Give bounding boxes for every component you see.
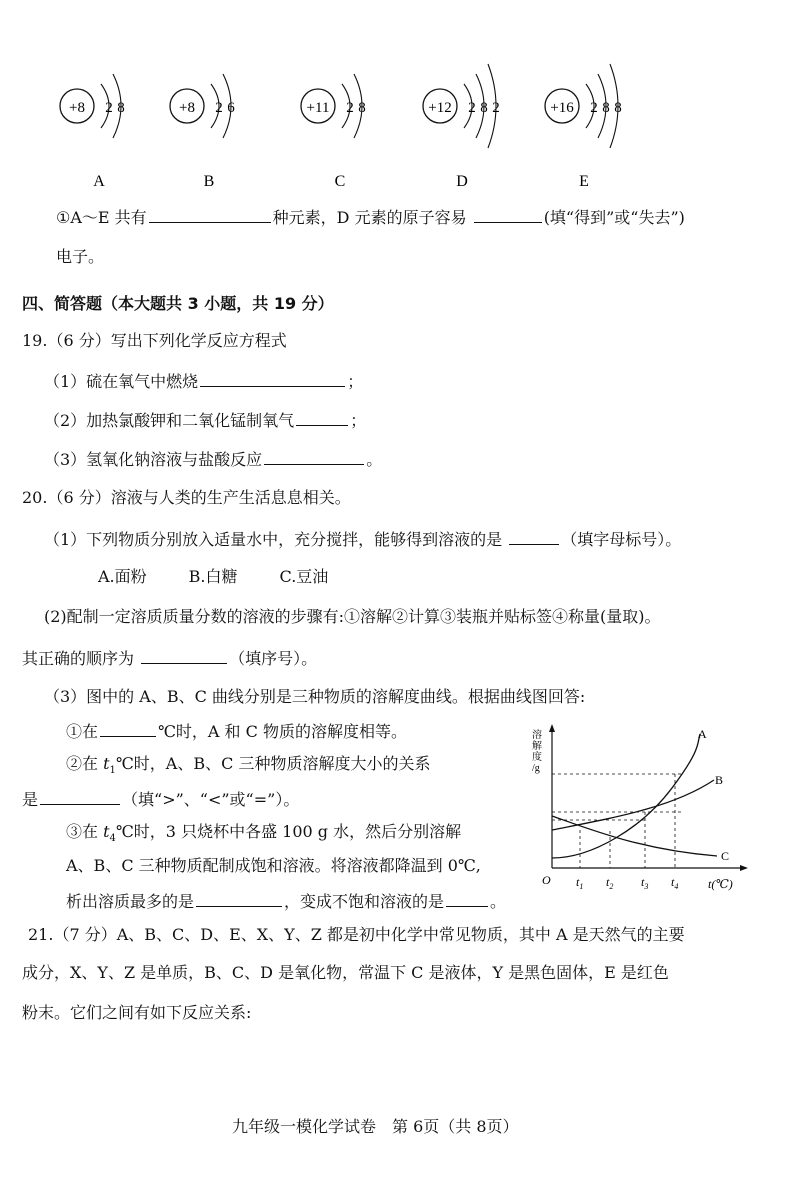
answer-blank[interactable] bbox=[509, 528, 559, 545]
nucleus-charge: +16 bbox=[550, 100, 574, 116]
x-tick-label: $t_2$ bbox=[606, 875, 614, 891]
answer-blank[interactable] bbox=[200, 370, 345, 387]
q19-item3: （3）氢氧化钠溶液与盐酸反应 。 bbox=[44, 450, 383, 469]
x-tick-label: $t_4$ bbox=[671, 875, 679, 891]
x-axis-arrow bbox=[740, 865, 748, 871]
q20-sub3-cont1: A、B、C 三种物质配制成饱和溶液。将溶液都降温到 0℃, bbox=[66, 856, 481, 875]
nucleus-charge: +8 bbox=[69, 100, 85, 116]
nucleus-charge: +11 bbox=[306, 100, 330, 116]
section-heading: 四、简答题（本大题共 3 小题，共 19 分） bbox=[22, 294, 334, 313]
q20-part2: (2)配制一定溶质质量分数的溶液的步骤有:①溶解②计算③装瓶并贴标签④称量(量取)。 bbox=[44, 607, 661, 626]
nucleus-charge: +8 bbox=[179, 100, 195, 116]
atom-D bbox=[423, 64, 500, 190]
curve-A bbox=[552, 734, 700, 858]
electron-count: 8 bbox=[117, 100, 125, 116]
curve-B-label: B bbox=[715, 773, 724, 787]
answer-blank[interactable] bbox=[141, 647, 227, 664]
q19-item1: （1）硫在氧气中燃烧 ； bbox=[44, 372, 364, 391]
atoms-question-cont: 电子。 bbox=[56, 247, 105, 266]
electron-count: 8 bbox=[614, 100, 622, 116]
answer-blank[interactable] bbox=[474, 206, 542, 223]
electron-count: 8 bbox=[358, 100, 366, 116]
q20-part3: （3）图中的 A、B、C 曲线分别是三种物质的溶解度曲线。根据曲线图回答: bbox=[44, 687, 586, 706]
atom-label: C bbox=[334, 173, 346, 190]
electron-count: 2 bbox=[468, 100, 476, 116]
answer-blank[interactable] bbox=[264, 448, 364, 465]
answer-blank[interactable] bbox=[100, 720, 156, 737]
atom-C bbox=[301, 74, 366, 190]
solubility-chart bbox=[532, 718, 762, 898]
curve-A-label: A bbox=[698, 727, 707, 741]
nucleus-charge: +12 bbox=[428, 100, 452, 116]
q20-part2-cont: 其正确的顺序为 （填序号）。 bbox=[22, 649, 318, 668]
electron-count: 8 bbox=[602, 100, 610, 116]
answer-blank[interactable] bbox=[196, 890, 282, 907]
q21-line1: 21.（7 分）A、B、C、D、E、X、Y、Z 都是初中化学中常见物质，其中 A 是天然气的主要 bbox=[28, 925, 685, 944]
x-axis-label: t(℃) bbox=[708, 877, 733, 891]
q20-sub1: ①在 ℃时，A 和 C 物质的溶解度相等。 bbox=[66, 722, 407, 741]
atom-label: E bbox=[579, 173, 589, 190]
q20-part1: （1）下列物质分别放入适量水中，充分搅拌，能够得到溶液的是 （填字母标号）。 bbox=[44, 530, 682, 549]
atom-E bbox=[545, 64, 622, 190]
x-tick-label: $t_1$ bbox=[576, 875, 584, 891]
curve-C-label: C bbox=[721, 849, 730, 863]
electron-count: 2 bbox=[105, 100, 113, 116]
y-axis-arrow bbox=[549, 724, 555, 732]
curve-C bbox=[552, 816, 717, 856]
q21-line3: 粉末。它们之间有如下反应关系: bbox=[22, 1003, 252, 1022]
electron-count: 2 bbox=[215, 100, 223, 116]
q20-sub2: ②在 $t_1℃$时，A、B、C 三种物质溶解度大小的关系 bbox=[66, 754, 431, 777]
curve-B bbox=[552, 780, 714, 830]
atom-B bbox=[170, 74, 235, 190]
origin-label: O bbox=[542, 873, 551, 887]
atom-label: A bbox=[93, 173, 105, 190]
q20-options: A.面粉 B.白糖 C.豆油 bbox=[98, 567, 329, 586]
atom-diagrams bbox=[50, 40, 670, 200]
q20-stem: 20.（6 分）溶液与人类的生产生活息息相关。 bbox=[22, 488, 351, 507]
q19-stem: 19.（6 分）写出下列化学反应方程式 bbox=[22, 331, 287, 350]
electron-count: 8 bbox=[480, 100, 488, 116]
q21-line2: 成分，X、Y、Z 是单质，B、C、D 是氧化物，常温下 C 是液体，Y 是黑色固体，E 是红色 bbox=[22, 963, 669, 982]
page-footer: 九年级一模化学试卷 第 6页（共 8页） bbox=[232, 1117, 519, 1136]
x-tick-label: $t_3$ bbox=[641, 875, 649, 891]
answer-blank[interactable] bbox=[446, 890, 488, 907]
q20-sub3-cont2: 析出溶质最多的是 ，变成不饱和溶液的是 。 bbox=[66, 892, 507, 911]
atom-label: D bbox=[456, 173, 468, 190]
q20-sub2-cont: 是 （填“>”、“<”或“=”）。 bbox=[22, 790, 300, 809]
answer-blank[interactable] bbox=[40, 788, 120, 805]
atom-label: B bbox=[203, 173, 215, 190]
answer-blank[interactable] bbox=[149, 206, 271, 223]
electron-count: 2 bbox=[492, 100, 500, 116]
q19-item2: （2）加热氯酸钾和二氧化锰制氧气 ； bbox=[44, 411, 367, 430]
atom-A bbox=[60, 74, 125, 190]
electron-count: 2 bbox=[590, 100, 598, 116]
atoms-question: ①A～E 共有 种元素，D 元素的原子容易 (填“得到”或“失去”) bbox=[56, 208, 685, 227]
electron-count: 2 bbox=[346, 100, 354, 116]
electron-count: 6 bbox=[227, 100, 235, 116]
y-axis-label: 溶解度/g bbox=[532, 730, 542, 774]
q20-sub3: ③在 $t_4℃$时，3 只烧杯中各盛 100 g 水，然后分别溶解 bbox=[66, 822, 462, 845]
answer-blank[interactable] bbox=[296, 409, 348, 426]
